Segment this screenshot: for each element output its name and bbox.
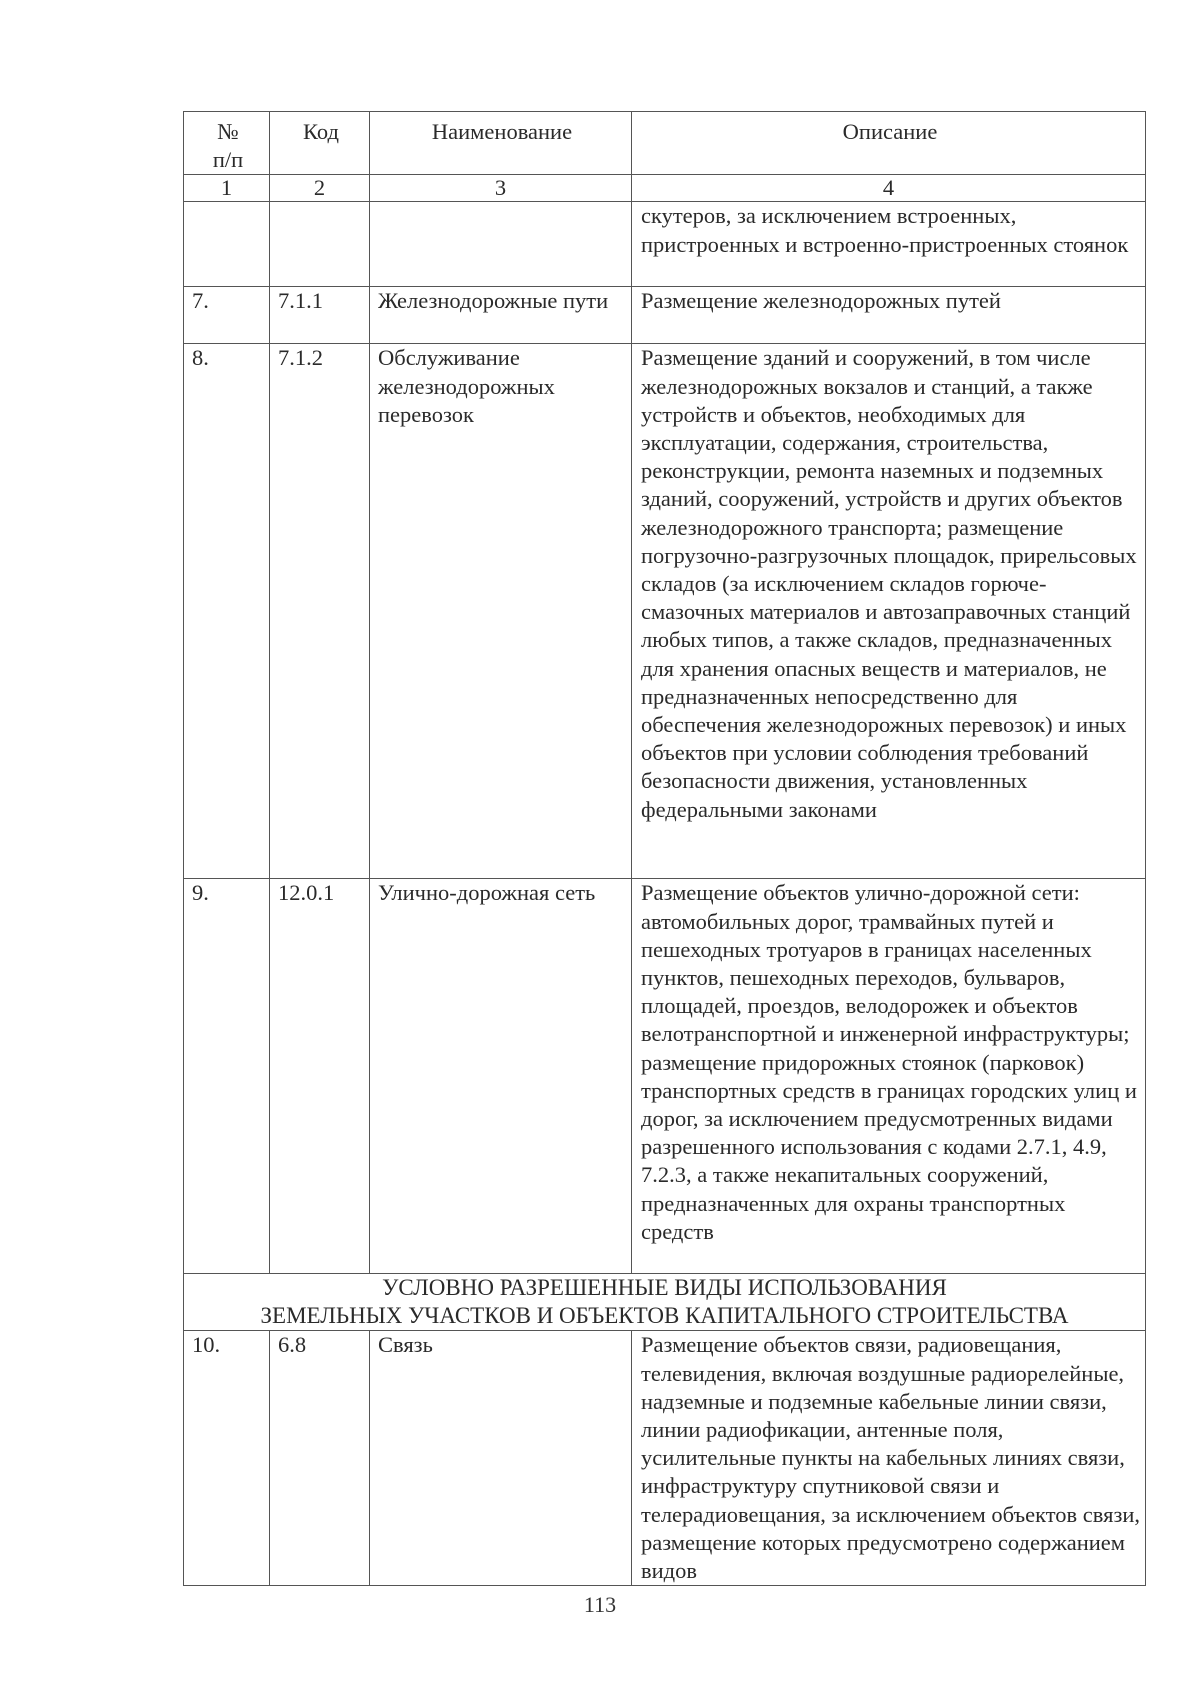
- row-description-cell: Размещение зданий и сооружений, в том числе железнодорожных вокзалов и станций, а также устройств и объектов, необходимых для эксплуатации, содержания, строительства, реконструкции, ремонта наземных и подземных зданий, сооружений, устройств и других объектов железнодорожного транспорта; размещение погрузочно-разгрузочных площадок, прирельсовых складов (за исключением складов горюче-смазочных материалов и автозаправочных станций любых типов, а также складов, предназначенных для хранения опасных веществ и материалов, не предназначенных непосредственно для обеспечения железнодорожных перевозок) и иных объектов при условии соблюдения требований безопасности движения, установленных федеральными законами: [632, 344, 1146, 879]
- header-description: Описание: [632, 112, 1146, 175]
- header-num: № п/п: [184, 112, 270, 175]
- page-number: 113: [583, 1592, 617, 1617]
- section-heading-line: ЗЕМЕЛЬНЫХ УЧАСТКОВ И ОБЪЕКТОВ КАПИТАЛЬНОГО СТРОИТЕЛЬСТВА: [260, 1303, 1069, 1329]
- land-use-table: [183, 111, 1146, 1586]
- section-heading-row: [184, 1274, 1146, 1331]
- table-row: [184, 287, 1146, 344]
- document-page: [183, 111, 1145, 1586]
- row-num-cell: 7.: [184, 287, 270, 344]
- row-description-cell: Размещение объектов улично-дорожной сети: автомобильных дорог, трамвайных путей и пешеходных тротуаров в границах населенных пунктов, пешеходных переходов, бульваров, площадей, проездов, велодорожек и объектов велотранспортной и инженерной инфраструктуры; размещение придорожных стоянок (парковок) транспортных средств в границах городских улиц и дорог, за исключением предусмотренных видами разрешенного использования с кодами 2.7.1, 4.9, 7.2.3, а также некапитальных сооружений, предназначенных для охраны транспортных средств: [632, 879, 1146, 1274]
- row-code-cell: [270, 202, 370, 287]
- row-description-cell: Размещение железнодорожных путей: [632, 287, 1146, 344]
- row-description-cell: скутеров, за исключением встроенных, пристроенных и встроенно-пристроенных стоянок: [632, 202, 1146, 287]
- row-num-cell: 10.: [184, 1331, 270, 1586]
- table-header-row: [184, 112, 1146, 175]
- section-heading-line: УСЛОВНО РАЗРЕШЕННЫЕ ВИДЫ ИСПОЛЬЗОВАНИЯ: [382, 1275, 947, 1301]
- header-code: Код: [270, 112, 370, 175]
- column-number: 1: [184, 175, 270, 202]
- row-code-cell: 7.1.2: [270, 344, 370, 879]
- header-name: Наименование: [370, 112, 632, 175]
- row-name-cell: Железнодорожные пути: [370, 287, 632, 344]
- row-code-cell: 6.8: [270, 1331, 370, 1586]
- row-num-cell: 9.: [184, 879, 270, 1274]
- row-name-cell: Обслуживание железнодорожных перевозок: [370, 344, 632, 879]
- row-description-cell: Размещение объектов связи, радиовещания, телевидения, включая воздушные радиорелейные, надземные и подземные кабельные линии связи, линии радиофикации, антенные поля, усилительные пункты на кабельных линиях связи, инфраструктуру спутниковой связи и телерадиовещания, за исключением объектов связи, размещение которых предусмотрено содержанием видов: [632, 1331, 1146, 1586]
- row-name-cell: Улично-дорожная сеть: [370, 879, 632, 1274]
- section-heading: [184, 1274, 1146, 1331]
- table-row: [184, 1331, 1146, 1586]
- column-number: 3: [370, 175, 632, 202]
- row-name-cell: Связь: [370, 1331, 632, 1586]
- column-number: 2: [270, 175, 370, 202]
- table-row: [184, 879, 1146, 1274]
- row-num-cell: [184, 202, 270, 287]
- table-row: [184, 202, 1146, 287]
- column-number: 4: [632, 175, 1146, 202]
- column-number-row: [184, 175, 1146, 202]
- row-name-cell: [370, 202, 632, 287]
- table-row: [184, 344, 1146, 879]
- row-code-cell: 7.1.1: [270, 287, 370, 344]
- row-num-cell: 8.: [184, 344, 270, 879]
- row-code-cell: 12.0.1: [270, 879, 370, 1274]
